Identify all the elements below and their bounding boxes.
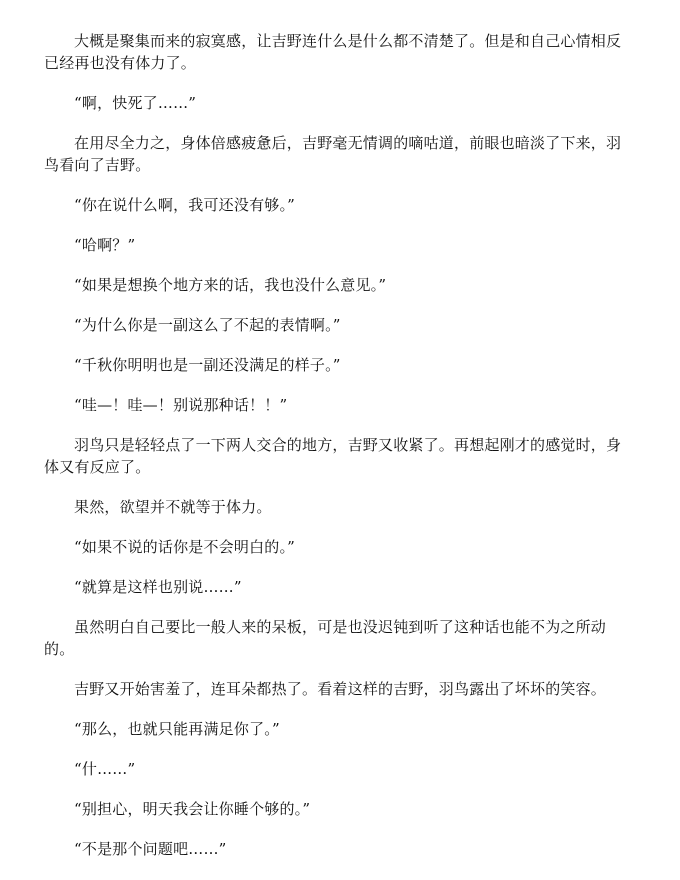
dialogue-line: “不是那个问题吧……” <box>74 840 227 858</box>
dialogue-line: “那么，也就只能再满足你了。” <box>74 720 280 738</box>
document-page <box>44 30 624 878</box>
dialogue-line: “你在说什么啊，我可还没有够。” <box>74 196 296 214</box>
paragraph: 羽鸟只是轻轻点了一下两人交合的地方，吉野又收紧了。再想起刚才的感觉时，身体又有反应了。 <box>44 436 622 476</box>
dialogue-line: “就算是这样也别说……” <box>74 578 242 596</box>
dialogue-line: “哈啊？” <box>74 236 136 254</box>
paragraph: 大概是聚集而来的寂寞感，让吉野连什么是什么都不清楚了。但是和自己心情相反已经再也没有体力了。 <box>44 32 622 72</box>
dialogue-line: “哇—！哇—！别说那种话！！” <box>74 396 288 414</box>
dialogue-line: “如果是想换个地方来的话，我也没什么意见。” <box>74 276 387 294</box>
dialogue-line: “如果不说的话你是不会明白的。” <box>74 538 296 556</box>
dialogue-line: “啊，快死了……” <box>74 94 197 112</box>
dialogue-line: “为什么你是一副这么了不起的表情啊。” <box>74 316 341 334</box>
paragraph: 吉野又开始害羞了，连耳朵都热了。看着这样的吉野，羽鸟露出了坏坏的笑容。 <box>74 680 607 698</box>
paragraph: 在用尽全力之，身体倍感疲惫后，吉野毫无情调的嘀咕道，前眼也暗淡了下来，羽鸟看向了吉野。 <box>44 134 622 174</box>
dialogue-line: “千秋你明明也是一副还没满足的样子。” <box>74 356 341 374</box>
paragraph: 果然，欲望并不就等于体力。 <box>74 498 272 516</box>
dialogue-line: “什……” <box>74 760 136 778</box>
paragraph: 虽然明白自己要比一般人来的呆板，可是也没迟钝到听了这种话也能不为之所动的。 <box>44 618 607 658</box>
dialogue-line: “别担心，明天我会让你睡个够的。” <box>74 800 311 818</box>
